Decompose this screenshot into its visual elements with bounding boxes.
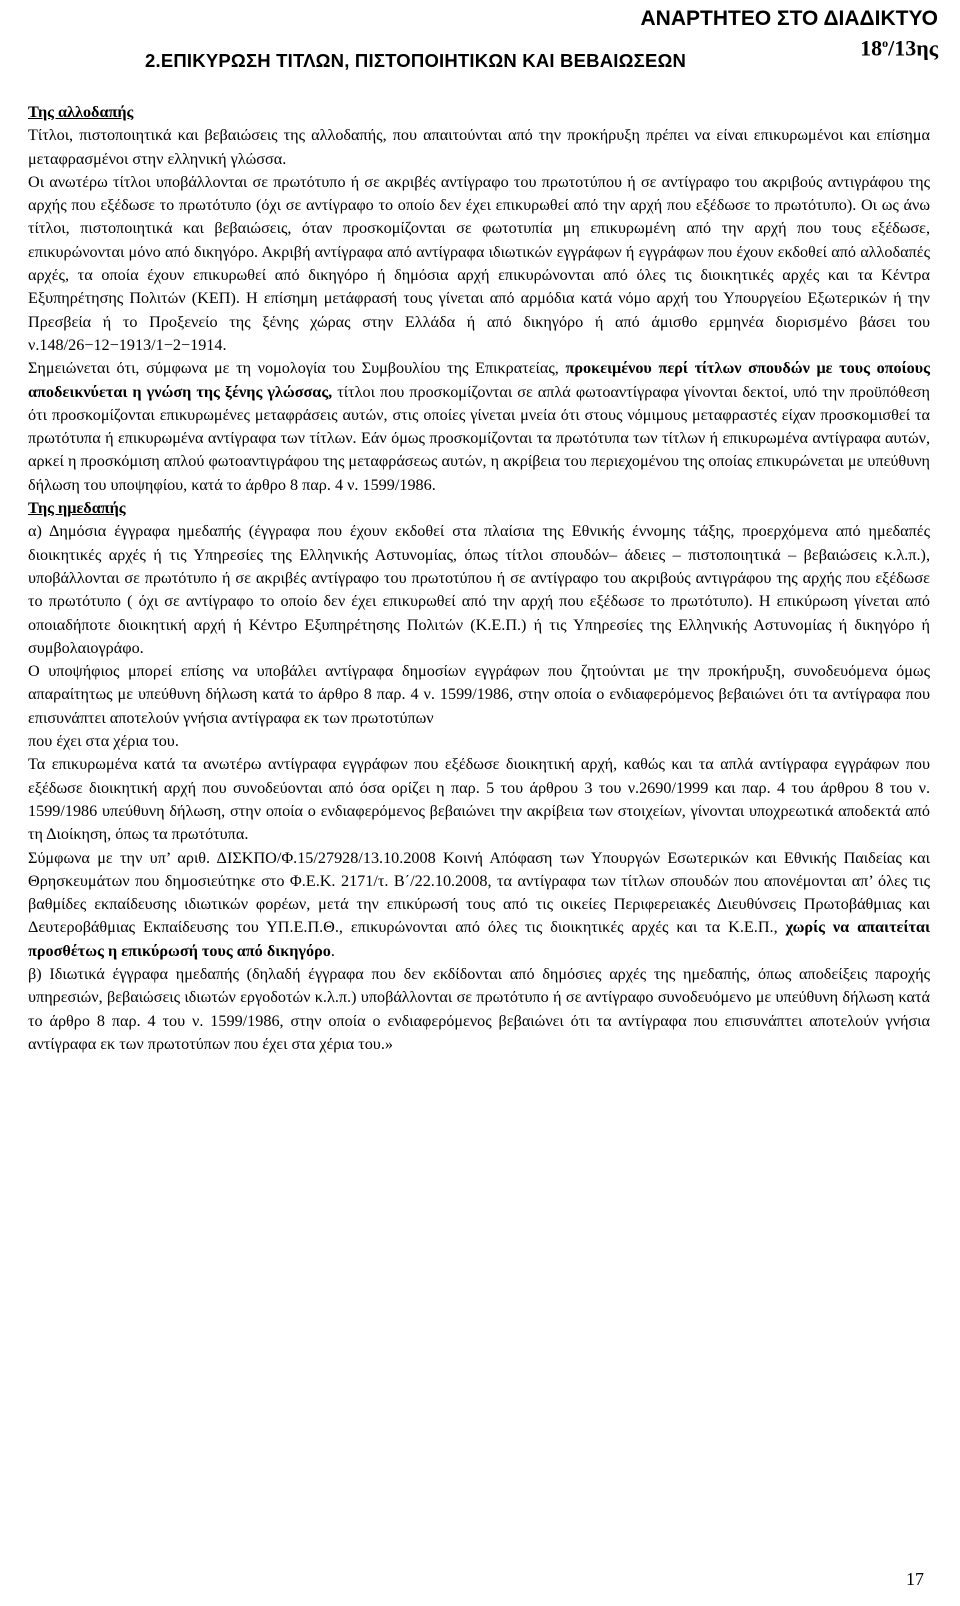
- domestic-paragraph-a: α) Δημόσια έγγραφα ημεδαπής (έγγραφα που έχουν εκδοθεί στα πλαίσια της Εθνικής έννομης τάξης, προερχόμενα από ημεδαπές διοικητικές αρχές ή τις Υπηρεσίες της Ελληνικής Αστυνομίας, όπως τίτλοι σπουδών– άδειες – πιστοποιητικά – βεβαιώσεις κ.λ.π.), υποβάλλονται σε πρωτότυπο ή σε ακριβές αντίγραφο του πρωτοτύπου ή σε αντίγραφο του ακριβούς αντιγράφου της αρχής που εξέδωσε το πρωτότυπο ( όχι σε αντίγραφο το οποίο δεν έχει επικυρωθεί από την αρχή που εξέδωσε το πρωτότυπο). Η επικύρωση γίνεται από οποιαδήποτε διοικητική αρχή ή Κέντρο Εξυπηρέτησης Πολιτών (Κ.Ε.Π.) ή τις Υπηρεσίες της Ελληνικής Αστυνομίας ή δικηγόρο ή συμβολαιογράφο.: [28, 522, 930, 657]
- page-number: 17: [906, 1569, 924, 1589]
- candidate-paragraph: Ο υποψήφιος μπορεί επίσης να υποβάλει αντίγραφα δημοσίων εγγράφων που ζητούνται με την προκήρυξη, συνοδευόμενα όμως απαραίτητως με υπεύθυνη δήλωση κατά το άρθρο 8 παρ. 4 ν. 1599/1986, στην οποία ο ενδιαφερόμενος βεβαιώνει ότι τα αντίγραφα που επισυνάπτει αποτελούν γνήσια αντίγραφα εκ των πρωτοτύπων: [28, 662, 930, 727]
- domestic-paragraph-b: β) Ιδιωτικά έγγραφα ημεδαπής (δηλαδή έγγραφα που δεν εκδίδονται από δημόσιες αρχές της ημεδαπής, όπως αποδείξεις παροχής υπηρεσιών, βεβαιώσεις ιδιωτών εργοδοτών κ.λ.π.) υποβάλλονται σε πρωτότυπο ή σε αντίγραφο συνοδευόμενο με υπεύθυνη δήλωση κατά το άρθρο 8 παρ. 4 του ν. 1599/1986, στην οποία ο ενδιαφερόμενος βεβαιώνει ότι τα αντίγραφα που επισυνάπτει αποτελούν γνήσια αντίγραφα εκ των πρωτοτύπων που έχει στα χέρια του.»: [28, 964, 930, 1053]
- section-title: 2.ΕΠΙΚΥΡΩΣΗ ΤΙΤΛΩΝ, ΠΙΣΤΟΠΟΙΗΤΙΚΩΝ ΚΑΙ ΒΕΒΑΙΩΣΕΩΝ: [145, 50, 687, 71]
- page-reference-number: 18: [860, 35, 883, 61]
- page-reference-suffix: /13ης: [888, 35, 938, 61]
- foreign-p3-start: Σημειώνεται ότι, σύμφωνα με τη νομολογία του Συμβουλίου της Επικρατείας,: [28, 359, 566, 378]
- joint-decision-paragraph: [28, 847, 930, 963]
- foreign-heading: Της αλλοδαπής: [28, 103, 134, 121]
- foreign-p3-bold: προκειμένου περί τίτλων σπουδών με τους οποίους αποδεικνύεται η γνώση της ξένης γλώσσας,: [28, 359, 930, 401]
- candidate-paragraph-tail: που έχει στα χέρια του.: [28, 732, 179, 751]
- foreign-paragraph-3: [28, 357, 930, 497]
- kya-bold: χωρίς να απαιτείται προσθέτως η επικύρωσή τους από δικηγόρο: [28, 918, 930, 960]
- domestic-heading: Της ημεδαπής: [28, 499, 126, 518]
- certified-copies-paragraph: Τα επικυρωμένα κατά τα ανωτέρω αντίγραφα εγγράφων που εξέδωσε διοικητική αρχή, καθώς και τα απλά αντίγραφα εγγράφων που εξέδωσε διοικητική αρχή που συνοδεύονται από όσα ορίζει η παρ. 5 του άρθρου 3 του ν.2690/1999 και παρ. 4 του άρθρου 8 του ν. 1599/1986 υπεύθυνη δήλωση, στην οποία ο ενδιαφερόμενος βεβαιώνει την ακρίβεια των στοιχείων, γίνονται υποχρεωτικά αποδεκτά από τη Διοίκηση, όπως τα πρωτότυπα.: [28, 755, 930, 844]
- foreign-paragraph-2: Οι ανωτέρω τίτλοι υποβάλλονται σε πρωτότυπο ή σε ακριβές αντίγραφο του πρωτοτύπου ή σε αντίγραφο του ακριβούς αντιγράφου της αρχής που εξέδωσε το πρωτότυπο (όχι σε αντίγραφο το οποίο δεν έχει επικυρωθεί από την αρχή που εξέδωσε το πρωτότυπο). Οι ως άνω τίτλοι, πιστοποιητικά και βεβαιώσεις, όταν προσκομίζονται σε φωτοτυπία μη επικυρωμένη από την αρχή που τους εξέδωσε, επικυρώνονται μόνο από δικηγόρο. Ακριβή αντίγραφα από αντίγραφα ιδιωτικών εγγράφων ή εγγράφων που έχουν εκδοθεί από αλλοδαπές αρχές, τα οποία έχουν επικυρωθεί από δικηγόρο ή δημόσια αρχή επικυρώνονται από όλες τις διοικητικές αρχές και τα Κέντρα Εξυπηρέτησης Πολιτών (ΚΕΠ). Η επίσημη μετάφρασή τους γίνεται από αρμόδια κατά νόμο αρχή του Υπουργείου Εξωτερικών ή την Πρεσβεία ή το Προξενείο της ξένης χώρας στην Ελλάδα ή από δικηγόρο ή από άμισθο ερμηνέα διορισμένο βάσει του ν.148/26−12−1913/1−2−1914.: [28, 172, 930, 354]
- posted-online-label: ΑΝΑΡΤΗΤΕΟ ΣΤΟ ΔΙΑΔΙΚΤΥΟ: [640, 7, 938, 30]
- kya-end: .: [330, 941, 335, 960]
- document-body: [28, 101, 930, 1056]
- foreign-paragraph-1: Τίτλοι, πιστοποιητικά και βεβαιώσεις της αλλοδαπής, που απαιτούνται από την προκήρυξη πρέπει να είναι επικυρωμένοι και επίσημα μεταφρασμένοι στην ελληνική γλώσσα.: [28, 126, 930, 168]
- foreign-p3-end: τίτλοι που προσκομίζονται σε απλά φωτοαντίγραφα γίνονται δεκτοί, υπό την προϋπόθεση ότι προσκομίζονται επικυρωμένες μεταφράσεις αυτών, στις οποίες γίνεται μνεία ότι στους νόμιμους μεταφραστές είχαν προσκομισθεί τα πρωτότυπα ή επικυρωμένα αντίγραφα των τίτλων. Εάν όμως προσκομίζονται τα πρωτότυπα των τίτλων ή επικυρωμένα αντίγραφα αυτών, αρκεί η προσκόμιση απλού φωτοαντιγράφου της μεταφράσεως αυτών, η ακρίβεια του περιεχομένου της οποίας επικυρώνεται με υπεύθυνη δήλωση του υποψηφίου, κατά το άρθρο 8 παρ. 4 ν. 1599/1986.: [28, 382, 930, 494]
- page-reference-superscript: ο: [882, 36, 889, 50]
- kya-start: Σύμφωνα με την υπ’ αριθ. ΔΙΣΚΠΟ/Φ.15/27928/13.10.2008 Κοινή Απόφαση των Υπουργών Εσωτερικών και Εθνικής Παιδείας και Θρησκευμάτων που δημοσιεύτηκε στο Φ.Ε.Κ. 2171/τ. Β΄/22.10.2008, τα αντίγραφα των τίτλων σπουδών που απονέμονται απ’ όλες τις βαθμίδες εκπαίδευσης ιδιωτικών φορέων, μετά την επικύρωσή τους από τις οικείες Περιφερειακές Διευθύνσεις Πρωτοβάθμιας και Δευτεροβάθμιας Εκπαίδευσης του ΥΠ.Ε.Π.Θ., επικυρώνονται από όλες τις διοικητικές αρχές και τα Κ.Ε.Π.,: [28, 848, 930, 937]
